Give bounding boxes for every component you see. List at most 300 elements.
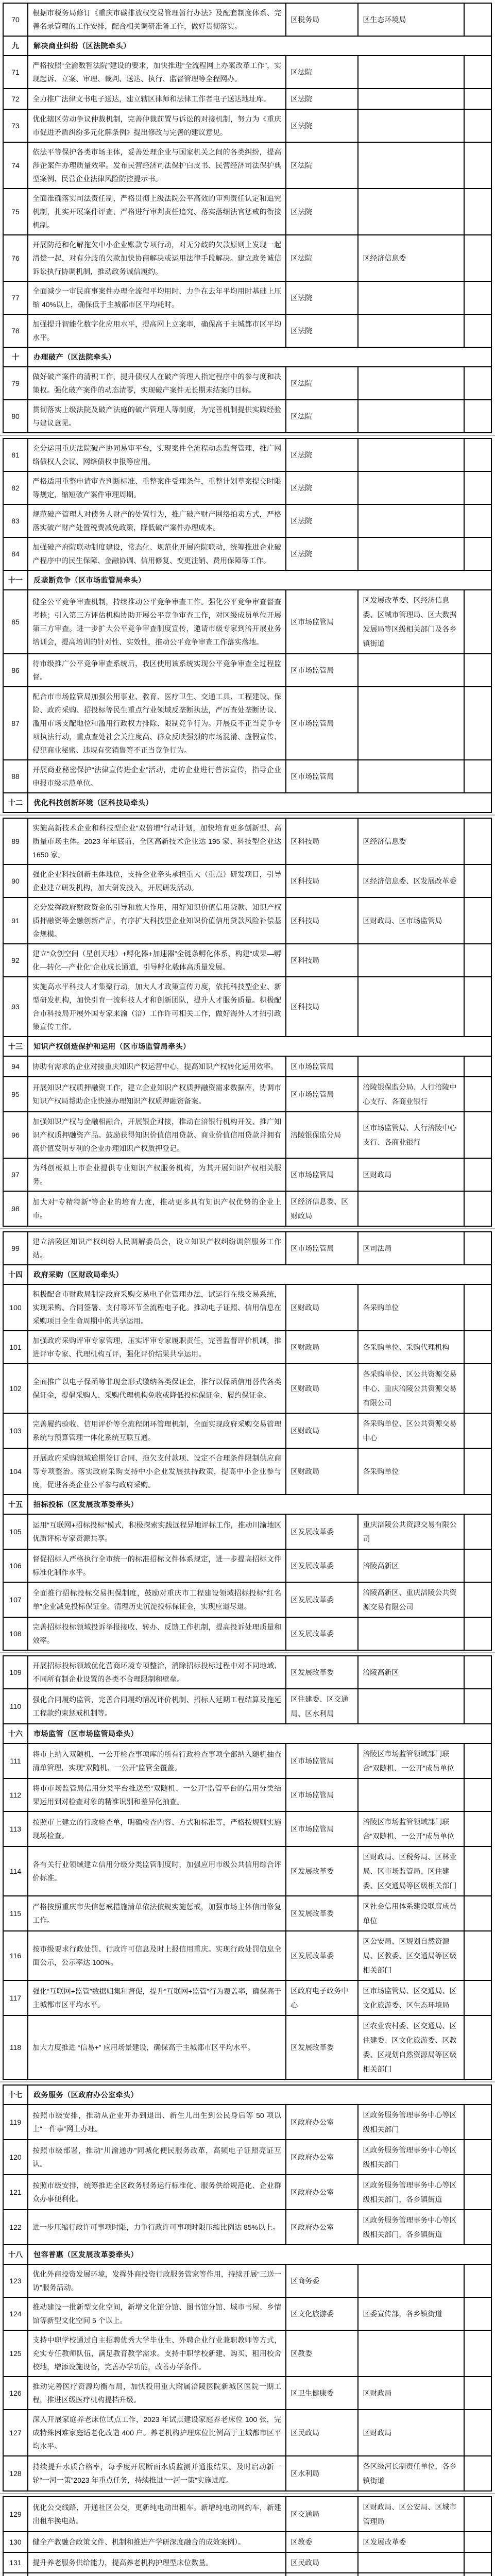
lead-unit: 区住建委、区交通局、区水利局 xyxy=(286,1689,358,1724)
task-row xyxy=(3,2497,491,2532)
lead-unit: 区法院 xyxy=(286,281,358,314)
remark-cell xyxy=(464,1896,491,1931)
task-number: 80 xyxy=(3,400,28,433)
task-number xyxy=(3,2573,28,2576)
task-description: 持续提升水质合格率，每季度开展断面水质监测并通报结果。及时启动新一轮“一河一策”2023 年重点任务，持续推进“一河一策”实施进度。 xyxy=(28,2456,286,2491)
cooperating-units xyxy=(358,1056,464,1077)
section-title: 包容普惠（区发展改革委牵头） xyxy=(28,2245,491,2264)
page-break-gap xyxy=(3,1227,492,1231)
cooperating-units: 区发展改革委 xyxy=(358,2532,464,2552)
task-description: 规范破产管理人对债务人财产的处置行为，推广破产财产网络拍卖方式，严格落实破产财产处置税费减免政策，降低破产案件办理成本。 xyxy=(28,504,286,537)
remark-cell xyxy=(464,1158,491,1191)
remark-cell xyxy=(464,2410,491,2456)
task-number: 129 xyxy=(3,2497,28,2532)
remark-cell xyxy=(464,281,491,314)
task-number: 105 xyxy=(3,1514,28,1549)
remark-cell xyxy=(464,471,491,504)
task-description: 优化辖区劳动争议仲裁机制，完善仲裁前置与诉讼的对接机制，努力为《重庆市促进矛盾纠纷多元化解条例》提出修改与完善的建议意见。 xyxy=(28,109,286,142)
task-number: 97 xyxy=(3,1158,28,1191)
task-number: 85 xyxy=(3,590,28,654)
lead-unit: 区政府电子政务中心 xyxy=(286,1980,358,2015)
task-number: 122 xyxy=(3,2210,28,2245)
task-row xyxy=(3,1846,491,1896)
page-break-gap xyxy=(3,1651,492,1655)
remark-cell xyxy=(464,1514,491,1549)
cooperating-units xyxy=(358,142,464,189)
remark-cell xyxy=(464,367,491,400)
task-number: 99 xyxy=(3,1232,28,1265)
remark-cell xyxy=(464,2573,491,2576)
cooperating-units xyxy=(358,400,464,433)
task-row xyxy=(3,1549,491,1582)
task-description: 做好破产案件的清积工作，提升债权人在破产管理人指定程序中的参与度和决策权。强化破产案件的动态清零，实现破产案件无长期未结案的目标。 xyxy=(28,367,286,400)
cooperating-units xyxy=(358,89,464,109)
remark-cell xyxy=(464,865,491,897)
section-title: 知识产权创造保护和运用（区市场监管局牵头） xyxy=(28,1037,491,1056)
lead-unit: 区财政局 xyxy=(286,1448,358,1495)
remark-cell xyxy=(464,235,491,281)
task-description: 加强破产府院联动制度建设，常态化、规范化开展府院联动，统筹推进企业破产程序中的民生保障、金融协调、信用修复、变更注销、费用保障等工作。 xyxy=(28,537,286,570)
task-number: 90 xyxy=(3,865,28,897)
remark-cell xyxy=(464,2552,491,2573)
task-number: 116 xyxy=(3,1931,28,1980)
remark-cell xyxy=(464,977,491,1037)
lead-unit: 区市场监管局 xyxy=(286,1056,358,1077)
task-row xyxy=(3,189,491,235)
table-page-segment xyxy=(3,818,492,1227)
task-number: 75 xyxy=(3,189,28,235)
task-description: 积极配合市财政局制定政府采购交易电子化管理办法，试运行在线交易系统，实现采购、合同签署、支付等环节全流程电子化。推动电子证照、信用信息在采购项目全生命周期中的共享运用。 xyxy=(28,1284,286,1331)
cooperating-units: 涪陵银保监分局、人行涪陵中心支行、各商业银行 xyxy=(358,1077,464,1112)
task-number: 81 xyxy=(3,438,28,471)
cooperating-units: 区财政局、区公安局、区城市管理局 xyxy=(358,2497,464,2532)
task-number: 101 xyxy=(3,1331,28,1364)
task-description: 各有关行业领域建立信用分级分类监管制度时，加强应用市级公共信用综合评价标准。 xyxy=(28,1846,286,1896)
task-description: 强化“互联网+监管”数据归集和督促，提升“互联网+监管”行为覆盖率，确保高于主城都市区平均水平。 xyxy=(28,1980,286,2015)
lead-unit: 区市场监管局 xyxy=(286,1811,358,1846)
cooperating-units: 区经济信息委 xyxy=(358,235,464,281)
section-title: 办理破产（区法院牵头） xyxy=(28,347,491,367)
cooperating-units: 涪陵高新区 xyxy=(358,1656,464,1689)
lead-unit: 区财政局 xyxy=(286,1364,358,1413)
section-number: 十一 xyxy=(3,570,28,590)
lead-unit: 区水利局 xyxy=(286,2456,358,2491)
remark-cell xyxy=(464,1617,491,1650)
lead-unit: 区发展改革委 xyxy=(286,1896,358,1931)
lead-unit: 区发展改革委 xyxy=(286,1846,358,1896)
lead-unit: 区发展改革委 xyxy=(286,1582,358,1617)
task-number: 111 xyxy=(3,1743,28,1778)
task-number: 89 xyxy=(3,818,28,865)
task-number: 74 xyxy=(3,142,28,189)
task-number: 77 xyxy=(3,281,28,314)
cooperating-units: 区财政局、区市场监管局 xyxy=(358,897,464,944)
lead-unit: 区法院 xyxy=(286,189,358,235)
task-number: 103 xyxy=(3,1413,28,1448)
task-number: 88 xyxy=(3,760,28,793)
lead-unit: 区市场监管局 xyxy=(286,1232,358,1265)
task-number: 83 xyxy=(3,504,28,537)
section-header-row xyxy=(3,793,491,812)
task-number: 73 xyxy=(3,109,28,142)
cooperating-units: 区财政局、区税务局、区林业局、区市场监管局、区住建委、区交通局等区级相关部门 xyxy=(358,1846,464,1896)
remark-cell xyxy=(464,590,491,654)
table-page-segment xyxy=(3,3,492,433)
remark-cell xyxy=(464,2297,491,2330)
lead-unit: 区科技局 xyxy=(286,865,358,897)
task-description: 将市上纳入双随机、一公开检查事项库的所有行政检查事项全部纳入随机抽查清单管理，实现“双随机、一公开”监管全覆盖。 xyxy=(28,1743,286,1778)
task-row xyxy=(3,897,491,944)
task-row xyxy=(3,818,491,865)
task-row xyxy=(3,2456,491,2491)
task-row xyxy=(3,2175,491,2210)
lead-unit: 区法院 xyxy=(286,235,358,281)
cooperating-units: 区市场监管局、区交通局、区文化旅游委、区生态环境局 xyxy=(358,1980,464,2015)
cooperating-units: 区委宣传部，各乡镇街道 xyxy=(358,2297,464,2330)
task-row xyxy=(3,1514,491,1549)
section-header-row xyxy=(3,2245,491,2264)
task-number: 84 xyxy=(3,537,28,570)
remark-cell xyxy=(464,1811,491,1846)
lead-unit: 区发展改革委 xyxy=(286,1549,358,1582)
task-row xyxy=(3,1931,491,1980)
task-row xyxy=(3,281,491,314)
task-row xyxy=(3,2210,491,2245)
cooperating-units: 涪陵高新区 xyxy=(358,1549,464,1582)
lead-unit: 区法院 xyxy=(286,400,358,433)
remark-cell xyxy=(464,1448,491,1495)
lead-unit: 区民政局 xyxy=(286,2410,358,2456)
task-description: 严格适用重整申请审查判断标准、重整案件受理条件，重整计划草案提交时限等规定，缩短破产案件审理周期。 xyxy=(28,471,286,504)
task-description: 深入开展家庭养老床位试点工作，2023 年试点建设家庭养老床位 100 张，完成特殊困难家庭适老化改造 400 户。养老机构护理床位比例高于主城都市区平均水平。 xyxy=(28,2410,286,2456)
task-row xyxy=(3,142,491,189)
task-row xyxy=(3,1191,491,1226)
remark-cell xyxy=(464,1689,491,1724)
section-title: 市场监管（区市场监管局牵头） xyxy=(28,1724,491,1743)
section-number: 十六 xyxy=(3,1724,28,1743)
task-description: 开展政府采购领域逾期签订合同、拖欠支付款项、设定不合理条件限制供应商等专项整治。落实政府采购支持中小企业发展扶持政策，提高中小企业参与度，促进各类企业公平参与政府采购。 xyxy=(28,1448,286,1495)
task-row xyxy=(3,1364,491,1413)
page-break-gap xyxy=(3,813,492,818)
section-title: 政府采购（区财政局牵头） xyxy=(28,1265,491,1284)
task-description: 健全产教融合政策文件、机制和推进产学研深度融合的成效案例）。 xyxy=(28,2532,286,2552)
task-description: 配合市市场监管局加强公用事业、教育、医疗卫生、交通工具、工程建设、保险、政府采购、招投标等民生重点行业领域反垄断执法，严厉查处垄断协议、滥用市场支配地位和滥用行政权力排除、限制竞争行为。开展反不正当竞争专项执法行动，重点查处社会关注度高、群众反映强烈的市场混淆、虚假宣传、侵犯商业秘密、违规有奖销售等不正当竞争行为。 xyxy=(28,687,286,760)
section-header-row xyxy=(3,1265,491,1284)
task-description: 全面推广以电子保函等非现金形式缴纳各类保证金，推行以保函信用替代各类保证金，提倡采购人、采购代理机构免收或降低投标保证金、履约保证金。 xyxy=(28,1364,286,1413)
lead-unit: 区市场监管局 xyxy=(286,590,358,654)
lead-unit: 区市场监管局 xyxy=(286,760,358,793)
remark-cell xyxy=(464,1549,491,1582)
task-description: 按照市级部署，推动“川渝通办”同城化便民服务改革，高频电子证照亮证互认。 xyxy=(28,2140,286,2175)
remark-cell xyxy=(464,2532,491,2552)
task-number: 115 xyxy=(3,1896,28,1931)
task-number: 92 xyxy=(3,944,28,977)
task-number: 104 xyxy=(3,1448,28,1495)
cooperating-units: 区经济信息委 xyxy=(358,818,464,865)
remark-cell xyxy=(464,504,491,537)
lead-unit: 区税务局 xyxy=(286,3,358,36)
remark-cell xyxy=(464,438,491,471)
task-description: 健全公平竞争审查机制，持续推动公平竞争审查工作。强化公平竞争审查督查考核；引入第三方评估机构协助开展公平竞争审查工作，对区级成员单位开展第三方审查。进一步扩大公平竞争审查制度宣传，邀请市级专家到涪开展业务培训会，提高培训的针对性、实效性，推动公平竞争审查工作落实落地。 xyxy=(28,590,286,654)
task-number: 113 xyxy=(3,1811,28,1846)
section-title: 政务服务（区政府办公室牵头） xyxy=(28,2085,491,2105)
lead-unit: 区政府办公室 xyxy=(286,2210,358,2245)
lead-unit: 区商务委 xyxy=(286,2264,358,2297)
task-description: 进一步压缩行政许可事项时限，力争行政许可事项时限压缩比例达 85%以上。 xyxy=(28,2210,286,2245)
task-number: 87 xyxy=(3,687,28,760)
remark-cell xyxy=(464,2330,491,2377)
task-row xyxy=(3,235,491,281)
section-number: 十三 xyxy=(3,1037,28,1056)
task-row xyxy=(3,89,491,109)
lead-unit: 区科技局 xyxy=(286,897,358,944)
task-number: 70 xyxy=(3,3,28,36)
task-description: 加强知识产权与金融相融合，开展银企对接，推动在涪银行机构开发、推广知识产权质押融资产品。鼓励获得知识价值信用贷款、商业价值信用贷款并拥有高价值发明专利的企业办理知识产权质押登记。 xyxy=(28,1112,286,1158)
page-break-gap xyxy=(3,2080,492,2084)
remark-cell xyxy=(464,1778,491,1811)
task-description: 推动完善医疗资源均衡布局，加快投用重大附属涪陵医院新城区医院一期工程，推进区级医疗机构提档升级。 xyxy=(28,2377,286,2410)
section-number: 九 xyxy=(3,36,28,56)
cooperating-units xyxy=(358,438,464,471)
section-header-row xyxy=(3,1037,491,1056)
task-number: 128 xyxy=(3,2456,28,2491)
remark-cell xyxy=(464,2264,491,2297)
remark-cell xyxy=(464,89,491,109)
task-number: 98 xyxy=(3,1191,28,1226)
remark-cell xyxy=(464,1331,491,1364)
lead-unit: 区科技局 xyxy=(286,944,358,977)
task-description: 全面减少一审民商事案件办理全流程平均用时，力争在去年平均用时基础上压缩 40%以上，确保低于主城都市区平均耗时。 xyxy=(28,281,286,314)
task-row xyxy=(3,1077,491,1112)
task-row xyxy=(3,590,491,654)
task-description: 待市级推广公平竞争审查系统后，我区使用该系统实现公平竞争审查全过程监督。 xyxy=(28,654,286,687)
task-description: 督促招标人严格执行全市统一的标准招标文件体系规定，进一步提高招标文件标准化制作水平。 xyxy=(28,1549,286,1582)
task-row xyxy=(3,2573,491,2576)
cooperating-units xyxy=(358,2330,464,2377)
task-description: 开展招标投标领域优化营商环境专项整治，消除招标投标过程中对不同地域、不同所有制企业设置的各类不合理限制和壁垒。 xyxy=(28,1656,286,1689)
table-page-segment xyxy=(3,2496,492,2576)
task-number: 107 xyxy=(3,1582,28,1617)
task-description: 推动建设一批新型文化空间，新增文化馆分馆、图书馆分馆、城市书屋、乡情馆等新型文化空间 5 个以上。 xyxy=(28,2297,286,2330)
lead-unit: 区教委 xyxy=(286,2330,358,2377)
task-number: 120 xyxy=(3,2140,28,2175)
cooperating-units: 各采购单位、区公共资源交易中心 xyxy=(358,1413,464,1448)
task-description: 建立“众创空间（星创天地）+孵化器+加速器”全链条孵化体系，构建“成果—孵化—转化—产业化”企业成长通道，引导孵化载体高质量发展。 xyxy=(28,944,286,977)
task-row xyxy=(3,2410,491,2456)
lead-unit: 区发展改革委 xyxy=(286,1514,358,1549)
section-header-row xyxy=(3,347,491,367)
task-row xyxy=(3,400,491,433)
task-number: 110 xyxy=(3,1689,28,1724)
cooperating-units xyxy=(358,977,464,1037)
cooperating-units: 区农业农村委、区交通局、区住建委、区文化旅游委、区教委、区规划自然资源局等区级相关部门 xyxy=(358,2015,464,2079)
lead-unit: 区政府办公室 xyxy=(286,2175,358,2210)
task-description: 加大对“专精特新”等企业的培育力度，推动更多具有知识产权优势的企业上市。 xyxy=(28,1191,286,1226)
cooperating-units: 区财政局 xyxy=(358,2377,464,2410)
task-description: 开展知识产权质押融资工作，建立企业知识产权质押融资需求数据库，协调市知识产权局帮助企业快速办理知识产权质押融资备案。 xyxy=(28,1077,286,1112)
task-row xyxy=(3,1232,491,1265)
task-number: 130 xyxy=(3,2532,28,2552)
remark-cell xyxy=(464,2210,491,2245)
cooperating-units: 区社会信用体系建设联席成员单位 xyxy=(358,1896,464,1931)
remark-cell xyxy=(464,2377,491,2410)
lead-unit: 区发展改革委 xyxy=(286,1617,358,1650)
section-number: 十 xyxy=(3,347,28,367)
task-number: 126 xyxy=(3,2377,28,2410)
task-description: 加强政府采购评审专家管理，压实评审专家履职责任，完善监督评价机制，推进评审专家、代理机构互评，强化评价结果共享运用。 xyxy=(28,1331,286,1364)
task-number: 82 xyxy=(3,471,28,504)
remark-cell xyxy=(464,314,491,347)
task-row xyxy=(3,1656,491,1689)
lead-unit: 区法院 xyxy=(286,314,358,347)
task-row xyxy=(3,1112,491,1158)
task-row xyxy=(3,1582,491,1617)
task-row xyxy=(3,1331,491,1364)
cooperating-units xyxy=(358,2264,464,2297)
section-header-row xyxy=(3,36,491,56)
lead-unit: 区市场监管局 xyxy=(286,687,358,760)
task-number: 72 xyxy=(3,89,28,109)
task-row xyxy=(3,2377,491,2410)
remark-cell xyxy=(464,654,491,687)
remark-cell xyxy=(464,56,491,89)
section-title: 优化科技创新环境（区科技局牵头） xyxy=(28,793,491,812)
remark-cell xyxy=(464,1056,491,1077)
task-description: 按照市上建立的行政检查单，明确检查内容、方式和标准等，严格按规则实施现场检查。 xyxy=(28,1811,286,1846)
remark-cell xyxy=(464,1656,491,1689)
remark-cell xyxy=(464,2497,491,2532)
cooperating-units xyxy=(358,944,464,977)
task-description: 加强提升智能化数字化应用水平，提高网上立案率，确保高于主城都市区平均水平。 xyxy=(28,314,286,347)
task-description: 严格按照“全渝数智法院”建设的要求，加快推进“全流程网上办案改革工作”，实现起诉、立案、审理、裁判、送达、执行、监督管理等全程网办。 xyxy=(28,56,286,89)
lead-unit: 区文化旅游委 xyxy=(286,2297,358,2330)
lead-unit: 区市场监管局 xyxy=(286,654,358,687)
cooperating-units xyxy=(358,281,464,314)
task-description: 实施高新技术企业和科技型企业“双倍增”行动计划，加快培育更多创新型、高质量市场主体。2023 年年底前，全区高新技术企业达 195 家、科技型企业达 1650 家。 xyxy=(28,818,286,865)
task-description: 全面准确落实司法责任制，严格贯彻上级法院公平高效的审判责任认定和追究机制，扎实开展案件评查、严格进行审判责任追究、落实落细法官惩戒的衔接机制。 xyxy=(28,189,286,235)
remark-cell xyxy=(464,1413,491,1448)
remark-cell xyxy=(464,2105,491,2140)
lead-unit: 区法院 xyxy=(286,109,358,142)
remark-cell xyxy=(464,1191,491,1226)
lead-unit: 涪陵银保监分局 xyxy=(286,1112,358,1158)
task-number: 93 xyxy=(3,977,28,1037)
task-number: 94 xyxy=(3,1056,28,1077)
remark-cell xyxy=(464,1364,491,1413)
section-number: 十四 xyxy=(3,1265,28,1284)
task-description: 按照市级安排，统筹推进全区政务服务运行标准化、服务供给规范化、企业群众办事便利化。 xyxy=(28,2175,286,2210)
task-row xyxy=(3,2297,491,2330)
lead-unit: 区法院 xyxy=(286,504,358,537)
task-number: 112 xyxy=(3,1778,28,1811)
task-number: 86 xyxy=(3,654,28,687)
remark-cell xyxy=(464,2456,491,2491)
lead-unit: 区政府办公室 xyxy=(286,2140,358,2175)
task-description: 将市市场监管局信用分类平台推送至“双随机、一公开”监管平台的信用分类结果运用到对检查对象的精准识别和差异化抽查。 xyxy=(28,1778,286,1811)
task-row xyxy=(3,2264,491,2297)
task-description: 完善招标投标领域投诉举报接收、转办、反馈工作机制，提高投诉处理质量和效率。 xyxy=(28,1617,286,1650)
lead-unit: 区民政局 xyxy=(286,2552,358,2573)
task-description: 严格按照重庆市失信惩戒措施清单依法依规实施惩戒，加强市场主体信用修复工作。 xyxy=(28,1896,286,1931)
task-row xyxy=(3,2330,491,2377)
task-row xyxy=(3,3,491,36)
task-number: 102 xyxy=(3,1364,28,1413)
task-row xyxy=(3,314,491,347)
task-description: 依法平等保护各类市场主体，妥善处理企业与国家机关之间的各类纠纷，提高涉企案件办理质量效率。发布民营经济司法保护白皮书、民营经济司法保护典型案例、民营企业法律风险防控提示书。 xyxy=(28,142,286,189)
task-row xyxy=(3,654,491,687)
task-number: 119 xyxy=(3,2105,28,2140)
section-number: 十八 xyxy=(3,2245,28,2264)
cooperating-units xyxy=(358,537,464,570)
section-header-row xyxy=(3,1724,491,1743)
cooperating-units: 各采购单位 xyxy=(358,1448,464,1495)
table-page-segment xyxy=(3,2084,492,2492)
task-description: 根据市税务局修订《重庆市碳排放权交易管理暂行办法》及配套制度体系、完善名录管理的工作安排，配合相关调研准备工作，做好贯彻落实。 xyxy=(28,3,286,36)
remark-cell xyxy=(464,1232,491,1265)
lead-unit: 区市场监管局 xyxy=(286,1077,358,1112)
remark-cell xyxy=(464,3,491,36)
lead-unit: 区卫生健康委 xyxy=(286,2377,358,2410)
cooperating-units: 区政务服务管理事务中心等区级相关部门，各乡镇街道 xyxy=(358,2210,464,2245)
lead-unit: 区市场监管局 xyxy=(286,1743,358,1778)
task-number: 96 xyxy=(3,1112,28,1158)
section-number: 十七 xyxy=(3,2085,28,2105)
task-number: 71 xyxy=(3,56,28,89)
task-description: 按市级要求行政处罚、行政许可信息及时上报信用重庆。实现行政处罚信息全面公示，公示率达 100%。 xyxy=(28,1931,286,1980)
task-row xyxy=(3,977,491,1037)
task-description: 贯彻落实上级法院及破产法庭的破产管理人等制度，为完善机制提供实践经验与建议意见。 xyxy=(28,400,286,433)
cooperating-units xyxy=(358,654,464,687)
task-row xyxy=(3,1896,491,1931)
task-description: 按照市级安排，推动从企业开办到退出、新生儿出生到公民身后等 50 项以上“一件事”网上办理。 xyxy=(28,2105,286,2140)
cooperating-units xyxy=(358,367,464,400)
remark-cell xyxy=(464,2015,491,2079)
lead-unit: 区发展改革委 xyxy=(286,2015,358,2079)
lead-unit: 区法院 xyxy=(286,142,358,189)
cooperating-units xyxy=(358,2552,464,2573)
remark-cell xyxy=(464,142,491,189)
task-description: 全力推广法律文书电子送达，建立辖区律师和法律工作者电子送达地址库。 xyxy=(28,89,286,109)
task-description: 为科创板拟上市企业提供专业知识产权服务机构，为其开展知识产权相关服务。 xyxy=(28,1158,286,1191)
task-row xyxy=(3,1413,491,1448)
section-header-row xyxy=(3,2085,491,2105)
cooperating-units xyxy=(358,687,464,760)
section-number: 十五 xyxy=(3,1495,28,1514)
task-row xyxy=(3,504,491,537)
remark-cell xyxy=(464,818,491,865)
cooperating-units: 各区级河长制责任单位，各乡镇街道 xyxy=(358,2456,464,2491)
table-page-segment xyxy=(3,1231,492,1651)
task-row xyxy=(3,760,491,793)
task-description: 实施高水平科技人才集聚行动，加大人才政策宣传力度，依托科技型企业、新型研发机构，加快引育一流科技人才和创新团队，提升人才服务质量。积极配合市科技局开展外国专家来渝（涪）工作许可相关工作，做好海外人才招引政策宣传工作。 xyxy=(28,977,286,1037)
cooperating-units xyxy=(358,109,464,142)
remark-cell xyxy=(464,944,491,977)
task-number: 123 xyxy=(3,2264,28,2297)
lead-unit: 区发展改革委 xyxy=(286,1656,358,1689)
cooperating-units: 各采购单位 xyxy=(358,1284,464,1331)
task-row xyxy=(3,1056,491,1077)
remark-cell xyxy=(464,189,491,235)
cooperating-units xyxy=(358,1778,464,1811)
remark-cell xyxy=(464,1112,491,1158)
cooperating-units xyxy=(358,1689,464,1724)
task-number: 95 xyxy=(3,1077,28,1112)
task-description: 建立涪陵区知识产权纠纷人民调解委员会，设立知识产权纠纷调解服务工作站。 xyxy=(28,1232,286,1265)
table-page-segment xyxy=(3,438,492,813)
remark-cell xyxy=(464,1846,491,1896)
task-number: 78 xyxy=(3,314,28,347)
cooperating-units xyxy=(358,1191,464,1226)
